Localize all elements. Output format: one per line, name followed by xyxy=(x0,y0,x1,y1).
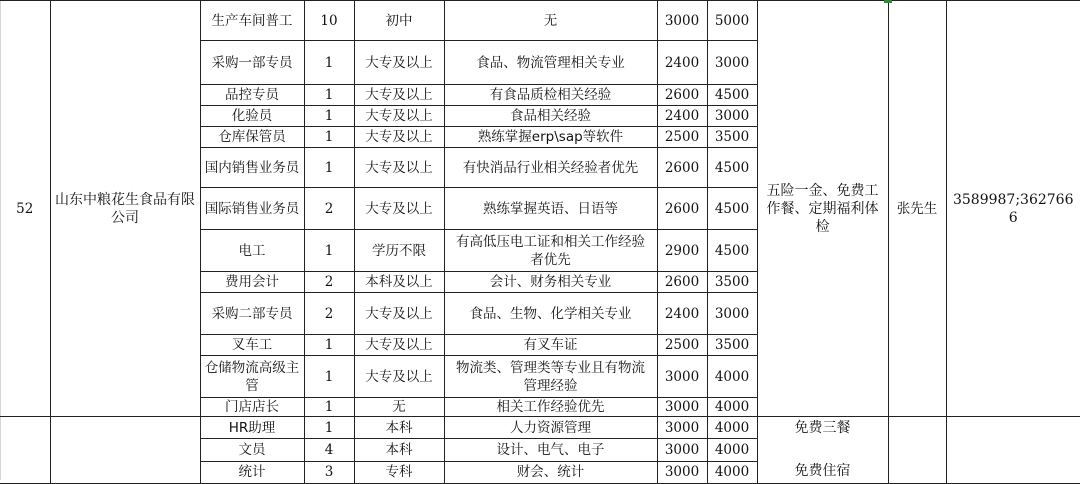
count-cell: 3 xyxy=(304,461,354,483)
position-cell: 电工 xyxy=(200,230,304,272)
count-cell: 4 xyxy=(304,439,354,461)
salary-min-cell: 2600 xyxy=(657,188,707,230)
requirement-cell: 有食品质检相关经验 xyxy=(444,85,657,106)
education-cell: 大专及以上 xyxy=(354,148,444,188)
education-cell: 学历不限 xyxy=(354,230,444,272)
position-cell: HR助理 xyxy=(200,417,304,439)
count-cell: 2 xyxy=(304,272,354,293)
requirement-cell: 相关工作经验优先 xyxy=(444,398,657,417)
count-cell: 2 xyxy=(304,293,354,335)
company-name xyxy=(50,417,200,484)
education-cell: 大专及以上 xyxy=(354,293,444,335)
cell-selection-marker xyxy=(884,0,892,3)
salary-max-cell: 3000 xyxy=(707,106,757,127)
requirement-cell: 会计、财务相关专业 xyxy=(444,272,657,293)
salary-max-cell: 3500 xyxy=(707,335,757,356)
salary-max-cell: 4000 xyxy=(707,439,757,461)
benefits-cell: 五险一金、免费工作餐、定期福利体检 xyxy=(757,1,888,417)
contact-cell xyxy=(888,417,946,484)
benefit-line: 免费三餐 xyxy=(794,420,851,436)
salary-min-cell: 3000 xyxy=(657,417,707,439)
education-cell: 初中 xyxy=(354,1,444,41)
benefits-cell xyxy=(757,417,888,484)
salary-min-cell: 2900 xyxy=(657,230,707,272)
count-cell: 10 xyxy=(304,1,354,41)
salary-max-cell: 3000 xyxy=(707,293,757,335)
table-row xyxy=(0,1,1080,41)
requirement-cell: 物流类、管理类等专业且有物流管理经验 xyxy=(444,356,657,398)
count-cell: 1 xyxy=(304,106,354,127)
education-cell: 大专及以上 xyxy=(354,356,444,398)
position-cell: 仓储物流高级主管 xyxy=(200,356,304,398)
salary-min-cell: 2600 xyxy=(657,272,707,293)
education-cell: 大专及以上 xyxy=(354,188,444,230)
count-cell: 1 xyxy=(304,41,354,85)
requirement-cell: 食品相关经验 xyxy=(444,106,657,127)
count-cell: 1 xyxy=(304,417,354,439)
count-cell: 1 xyxy=(304,398,354,417)
requirement-cell: 熟练掌握英语、日语等 xyxy=(444,188,657,230)
count-cell: 1 xyxy=(304,335,354,356)
position-cell: 门店店长 xyxy=(200,398,304,417)
position-cell: 生产车间普工 xyxy=(200,1,304,41)
salary-max-cell: 4000 xyxy=(707,417,757,439)
education-cell: 无 xyxy=(354,398,444,417)
salary-min-cell: 2400 xyxy=(657,106,707,127)
table-row xyxy=(0,417,1080,439)
spacer xyxy=(761,440,885,460)
phone-cell xyxy=(946,417,1080,484)
row-index xyxy=(0,417,50,484)
salary-max-cell: 4000 xyxy=(707,461,757,483)
table-body xyxy=(0,1,1080,484)
salary-max-cell: 3000 xyxy=(707,41,757,85)
position-cell: 叉车工 xyxy=(200,335,304,356)
count-cell: 1 xyxy=(304,85,354,106)
education-cell: 本科 xyxy=(354,417,444,439)
requirement-cell: 熟练掌握erp\sap等软件 xyxy=(444,127,657,148)
education-cell: 本科及以上 xyxy=(354,272,444,293)
salary-min-cell: 2600 xyxy=(657,148,707,188)
education-cell: 大专及以上 xyxy=(354,127,444,148)
requirement-cell: 有快消品行业相关经验者优先 xyxy=(444,148,657,188)
requirement-cell: 有叉车证 xyxy=(444,335,657,356)
salary-min-cell: 2400 xyxy=(657,293,707,335)
position-cell: 品控专员 xyxy=(200,85,304,106)
salary-max-cell: 3500 xyxy=(707,127,757,148)
salary-min-cell: 2500 xyxy=(657,127,707,148)
education-cell: 大专及以上 xyxy=(354,335,444,356)
position-cell: 化验员 xyxy=(200,106,304,127)
education-cell: 本科 xyxy=(354,439,444,461)
salary-min-cell: 2500 xyxy=(657,335,707,356)
salary-max-cell: 4500 xyxy=(707,148,757,188)
education-cell: 大专及以上 xyxy=(354,106,444,127)
salary-min-cell: 3000 xyxy=(657,439,707,461)
position-cell: 国内销售业务员 xyxy=(200,148,304,188)
benefit-line: 免费住宿 xyxy=(794,463,851,479)
salary-max-cell: 4500 xyxy=(707,230,757,272)
salary-max-cell: 4000 xyxy=(707,356,757,398)
salary-min-cell: 2600 xyxy=(657,85,707,106)
position-cell: 采购一部专员 xyxy=(200,41,304,85)
company-name: 山东中粮花生食品有限公司 xyxy=(50,1,200,417)
count-cell: 1 xyxy=(304,148,354,188)
salary-max-cell: 4500 xyxy=(707,188,757,230)
count-cell: 1 xyxy=(304,230,354,272)
salary-min-cell: 2400 xyxy=(657,41,707,85)
position-cell: 文员 xyxy=(200,439,304,461)
salary-min-cell: 3000 xyxy=(657,356,707,398)
salary-max-cell: 5000 xyxy=(707,1,757,41)
count-cell: 1 xyxy=(304,127,354,148)
salary-min-cell: 3000 xyxy=(657,1,707,41)
education-cell: 大专及以上 xyxy=(354,41,444,85)
count-cell: 1 xyxy=(304,356,354,398)
requirement-cell: 食品、物流管理相关专业 xyxy=(444,41,657,85)
salary-max-cell: 4000 xyxy=(707,398,757,417)
requirement-cell: 人力资源管理 xyxy=(444,417,657,439)
contact-cell: 张先生 xyxy=(888,1,946,417)
requirement-cell: 财会、统计 xyxy=(444,461,657,483)
count-cell: 2 xyxy=(304,188,354,230)
requirement-cell: 食品、生物、化学相关专业 xyxy=(444,293,657,335)
position-cell: 采购二部专员 xyxy=(200,293,304,335)
row-index: 52 xyxy=(0,1,50,417)
position-cell: 统计 xyxy=(200,461,304,483)
phone-cell: 3589987;3627666 xyxy=(946,1,1080,417)
education-cell: 专科 xyxy=(354,461,444,483)
requirement-cell: 无 xyxy=(444,1,657,41)
salary-min-cell: 3000 xyxy=(657,398,707,417)
position-cell: 国际销售业务员 xyxy=(200,188,304,230)
education-cell: 大专及以上 xyxy=(354,85,444,106)
salary-max-cell: 4500 xyxy=(707,85,757,106)
requirement-cell: 有高低压电工证和相关工作经验者优先 xyxy=(444,230,657,272)
position-cell: 费用会计 xyxy=(200,272,304,293)
salary-max-cell: 3500 xyxy=(707,272,757,293)
salary-min-cell: 3000 xyxy=(657,461,707,483)
position-cell: 仓库保管员 xyxy=(200,127,304,148)
requirement-cell: 设计、电气、电子 xyxy=(444,439,657,461)
